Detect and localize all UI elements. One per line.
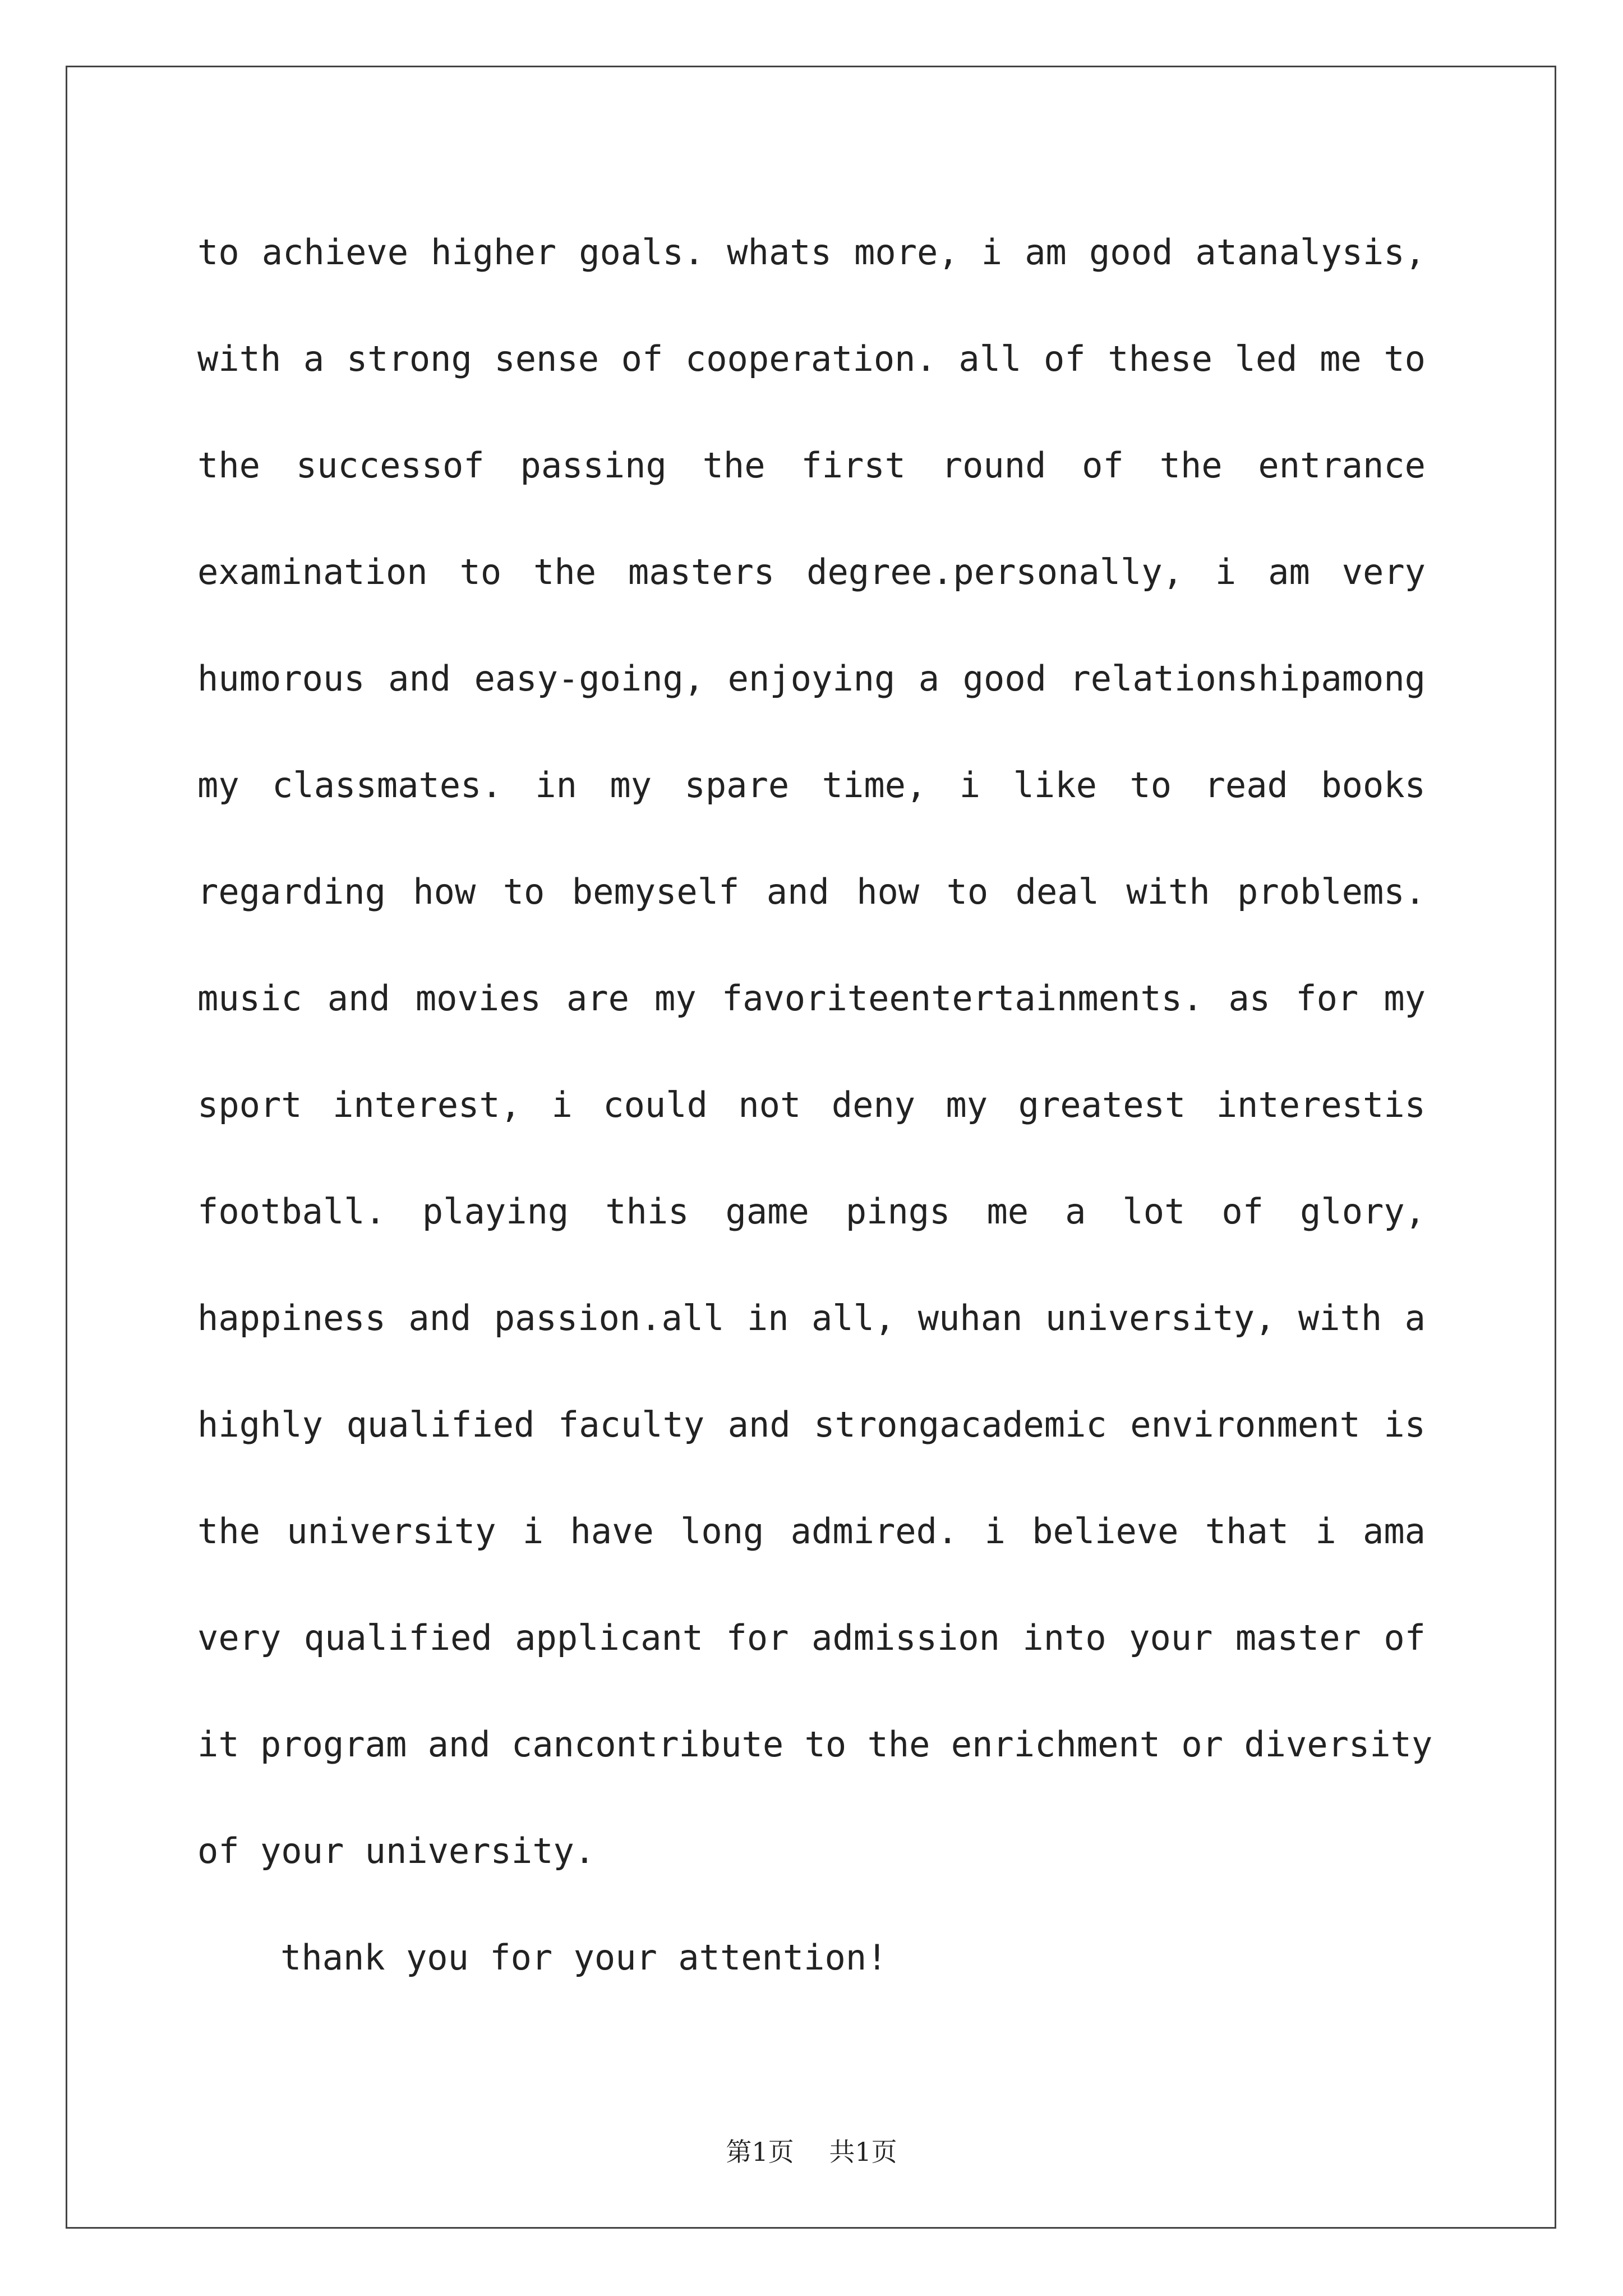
closing-line: thank you for your attention! <box>280 1937 888 1978</box>
text-line: music and movies are my favoriteentertainments. as for my <box>197 978 1426 1019</box>
text-line: it program and cancontribute to the enrichment or diversity <box>197 1724 1433 1765</box>
text-line: happiness and passion.all in all, wuhan university, with a <box>197 1297 1426 1338</box>
page-number-total: 共1页 <box>829 2137 897 2167</box>
text-line: my classmates. in my spare time, i like to read books <box>197 765 1426 806</box>
text-line: the university i have long admired. i believe that i ama <box>197 1511 1426 1552</box>
page-footer <box>0 2132 1623 2169</box>
page-number-current: 第1页 <box>726 2137 794 2167</box>
text-line: the successof passing the first round of the entrance <box>197 445 1426 486</box>
text-line: sport interest, i could not deny my greatest interestis <box>197 1084 1426 1125</box>
body-paragraph <box>197 218 1433 1923</box>
text-line: regarding how to bemyself and how to deal with problems. <box>197 871 1426 912</box>
text-line: to achieve higher goals. whats more, i am good atanalysis, <box>197 232 1426 273</box>
text-line: humorous and easy-going, enjoying a good relationshipamong <box>197 658 1426 699</box>
text-line: highly qualified faculty and strongacademic environment is <box>197 1404 1426 1445</box>
text-line: very qualified applicant for admission into your master of <box>197 1617 1426 1658</box>
text-line: examination to the masters degree.personally, i am very <box>197 551 1426 592</box>
text-line: football. playing this game pings me a lot of glory, <box>197 1191 1426 1232</box>
text-line: with a strong sense of cooperation. all of these led me to <box>197 338 1426 379</box>
text-line: of your university. <box>197 1830 596 1871</box>
